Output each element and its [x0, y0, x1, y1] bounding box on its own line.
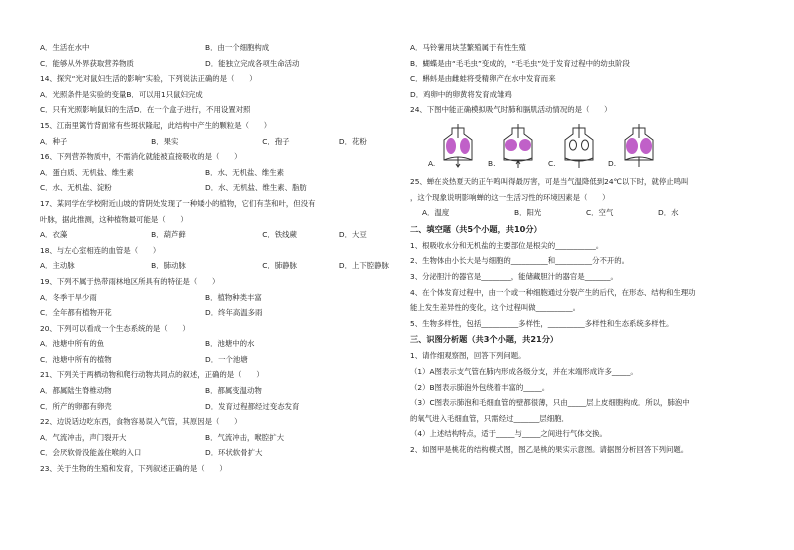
- figure-b[interactable]: [488, 124, 548, 168]
- lung-model-figures: [410, 122, 770, 168]
- q19-options-ab: [40, 290, 390, 306]
- bell-jar-lung-model-a: [438, 124, 478, 168]
- question-17-cont: 叶脉，据此推测，这种植物最可能是（ ）: [40, 214, 188, 224]
- option-d[interactable]: D．发育过程都经过变态发育: [205, 401, 300, 411]
- option-a[interactable]: A．温度: [422, 208, 450, 218]
- option-b[interactable]: B．葫芦藓: [151, 230, 186, 240]
- option-a[interactable]: A．气流冲击，声门裂开大: [40, 432, 127, 442]
- option-b[interactable]: B．气流冲击，喉腔扩大: [205, 432, 284, 442]
- q17-options: [40, 227, 390, 243]
- analysis-question-2: 2、如图甲是桃花的结构模式图，图乙是桃的果实示意图。请据图分析回答下列问题。: [410, 444, 689, 454]
- q23-option-b[interactable]: B．蝴蝶是由“毛毛虫”变成的，“毛毛虫”处于发育过程中的幼虫阶段: [410, 58, 630, 68]
- option-b[interactable]: B．由一个细胞构成: [205, 43, 270, 52]
- option-c[interactable]: C．水、无机盐、淀粉: [40, 183, 112, 193]
- question-24: 24、下图中能正确模拟吸气时肺和膈肌活动情况的是（ ）: [410, 105, 612, 115]
- q13-options-ab: [40, 40, 390, 56]
- q20-options-cd: [40, 352, 390, 368]
- option-a[interactable]: A．种子: [40, 136, 68, 146]
- option-c[interactable]: C．池塘中所有的植物: [40, 354, 112, 364]
- q23-option-a[interactable]: A．马铃薯用块茎繁殖属于有性生殖: [410, 43, 526, 52]
- bell-jar-lung-model-b: [498, 124, 538, 168]
- question-14: 14、探究“光对鼠妇生活的影响”实验，下列说法正确的是（ ）: [40, 74, 257, 84]
- option-b[interactable]: B．池塘中的水: [205, 339, 255, 349]
- figure-d[interactable]: [608, 124, 668, 168]
- option-b[interactable]: B．阳光: [514, 208, 542, 218]
- q20-options-ab: [40, 336, 390, 352]
- fill-question-1[interactable]: 1、根吸收水分和无机盐的主要部位是根尖的___________。: [410, 240, 604, 250]
- fill-question-4-cont[interactable]: 能上发生差异性的变化，这个过程叫做__________。: [410, 303, 580, 313]
- option-d[interactable]: D．环状软骨扩大: [205, 448, 263, 458]
- figure-c[interactable]: [548, 124, 608, 168]
- question-23: 23、关于生物的生殖和发育，下列叙述正确的是（ ）: [40, 464, 227, 474]
- option-c[interactable]: C．会厌软骨没能盖住喉的入口: [40, 448, 142, 458]
- fill-question-4: 4、在个体发育过程中，由一个或一种细胞通过分裂产生的后代，在形态、结构和生理功: [410, 287, 696, 297]
- figure-a[interactable]: [428, 124, 488, 168]
- option-c[interactable]: C．所产的卵都有卵壳: [40, 401, 112, 411]
- option-a[interactable]: A．生活在水中: [40, 43, 90, 52]
- figure-a-label: A.: [428, 158, 436, 168]
- fill-question-5[interactable]: 5、生物多样性，包括__________多样性，__________多样性和生态系统多样性。: [410, 318, 674, 328]
- question-19: 19、下列不属于热带雨林地区所具有的特征是（ ）: [40, 276, 220, 286]
- option-d[interactable]: D．大豆: [338, 230, 367, 240]
- analysis-q1-part-3[interactable]: （3）C图表示肺泡和毛细血管的壁都很薄，只由_____层上皮细胞构成．所以，肺泡中: [410, 398, 690, 408]
- q21-options-ab: [40, 383, 390, 399]
- q13-options-cd: [40, 56, 390, 72]
- option-c[interactable]: C．能够从外界获取营养物质: [40, 58, 134, 68]
- question-20: 20、下列可以看成一个生态系统的是（ ）: [40, 323, 190, 333]
- q16-options-ab: [40, 165, 390, 181]
- q19-options-cd: [40, 305, 390, 321]
- option-a[interactable]: A．池塘中所有的鱼: [40, 339, 105, 349]
- right-column: [410, 40, 770, 457]
- figure-b-label: B.: [488, 158, 496, 168]
- section-fill-in-blank: 二、填空题（共5个小题，共10分）: [410, 223, 542, 234]
- q14-option-ab[interactable]: A．光照条件是实验的变量B．可以用1只鼠妇完成: [40, 89, 203, 99]
- q23-option-c[interactable]: C．蝌蚪是由雌蛙将受精卵产在水中发育而来: [410, 74, 556, 84]
- option-a[interactable]: A．主动脉: [40, 261, 75, 271]
- q14-option-cd[interactable]: C．只有光照影响鼠妇的生活D．在一个盒子进行，不用设置对照: [40, 105, 251, 115]
- option-c[interactable]: C．空气: [586, 208, 614, 218]
- option-b[interactable]: B．植物种类丰富: [205, 292, 262, 302]
- q21-options-cd: [40, 399, 390, 415]
- option-a[interactable]: A．衣藻: [40, 230, 68, 240]
- option-a[interactable]: A．蛋白质、无机盐、维生素: [40, 167, 134, 177]
- analysis-q1-part-4[interactable]: （4）上述结构特点，适于_____与_____之间进行气体交换。: [410, 429, 607, 439]
- left-column: [40, 40, 390, 477]
- question-15: 15、江南里篱竹背面常有些斑状隆起，此结构中产生的颗粒是（ ）: [40, 120, 272, 130]
- q15-options: [40, 134, 390, 150]
- option-d[interactable]: D．一个池塘: [205, 354, 248, 364]
- option-c[interactable]: C．肺静脉: [262, 261, 297, 271]
- option-d[interactable]: D．花粉: [338, 136, 367, 146]
- question-25-cont: ，这个现象说明影响蝉的这一生活习性的环境因素是（ ）: [410, 192, 610, 202]
- option-a[interactable]: A．冬季干旱少雨: [40, 292, 97, 302]
- question-22: 22、边说话边吃东西，食物容易误入气管，其原因是（ ）: [40, 417, 242, 427]
- option-c[interactable]: C．铁线蕨: [262, 230, 297, 240]
- option-b[interactable]: B．水、无机盐、维生素: [205, 167, 284, 177]
- analysis-q1-part-1[interactable]: （1）A图表示支气管在肺内形成各级分支，并在末端形成许多_____。: [410, 366, 638, 376]
- question-16: 16、下列营养物质中，不需消化就能被直接吸收的是（ ）: [40, 152, 242, 162]
- option-d[interactable]: D．水、无机盐、维生素、脂肪: [205, 183, 307, 193]
- question-25: 25、蝉在炎热夏天的正午鸣叫得最厉害，可是当气温降低到24℃以下时，就停止鸣叫: [410, 176, 689, 186]
- figure-d-label: D.: [608, 158, 617, 168]
- question-17: 17、某同学在学校附近山坡的背阴处发现了一种矮小的植物，它们有茎和叶，但没有: [40, 198, 316, 208]
- analysis-q1-part-3-cont[interactable]: 的氧气进入毛细血管，只需经过_______层细胞．: [410, 413, 569, 423]
- option-d[interactable]: D．上下腔静脉: [338, 261, 389, 271]
- q18-options: [40, 258, 390, 274]
- option-a[interactable]: A．都属陆生脊椎动物: [40, 386, 112, 396]
- option-d[interactable]: D．能独立完成各项生命活动: [205, 58, 300, 68]
- bell-jar-lung-model-c: [559, 124, 599, 168]
- fill-question-2[interactable]: 2、生物体由小长大是与细胞的__________和__________分不开的。: [410, 256, 630, 266]
- option-b[interactable]: B．果实: [151, 136, 179, 146]
- q22-options-cd: [40, 445, 390, 461]
- question-18: 18、与左心室相连的血管是（ ）: [40, 245, 161, 255]
- analysis-question-1: 1、请作细观察图，回答下列问题。: [410, 351, 526, 361]
- option-c[interactable]: C．全年都有植物开花: [40, 308, 112, 318]
- q25-options: [410, 205, 770, 221]
- section-figure-analysis: 三、识图分析题（共3个小题，共21分）: [410, 334, 559, 345]
- option-b[interactable]: B．肺动脉: [151, 261, 186, 271]
- q16-options-cd: [40, 180, 390, 196]
- question-21: 21、下列关于两栖动物和爬行动物共同点的叙述，正确的是（ ）: [40, 370, 264, 380]
- q22-options-ab: [40, 430, 390, 446]
- analysis-q1-part-2[interactable]: （2）B图表示肺泡外包绕着丰富的_____。: [410, 382, 550, 392]
- q23-option-d[interactable]: D．鸡卵中的卵黄将发育成雏鸡: [410, 89, 512, 99]
- option-c[interactable]: C．孢子: [262, 136, 290, 146]
- bell-jar-lung-model-d: [619, 124, 659, 168]
- fill-question-3[interactable]: 3、分泌胆汁的器官是________，能储藏胆汁的器官是_______。: [410, 271, 618, 281]
- figure-c-label: C.: [548, 158, 556, 168]
- option-d[interactable]: D．水: [658, 208, 679, 218]
- option-b[interactable]: B．都属变温动物: [205, 386, 262, 396]
- option-d[interactable]: D．终年高温多雨: [205, 308, 263, 318]
